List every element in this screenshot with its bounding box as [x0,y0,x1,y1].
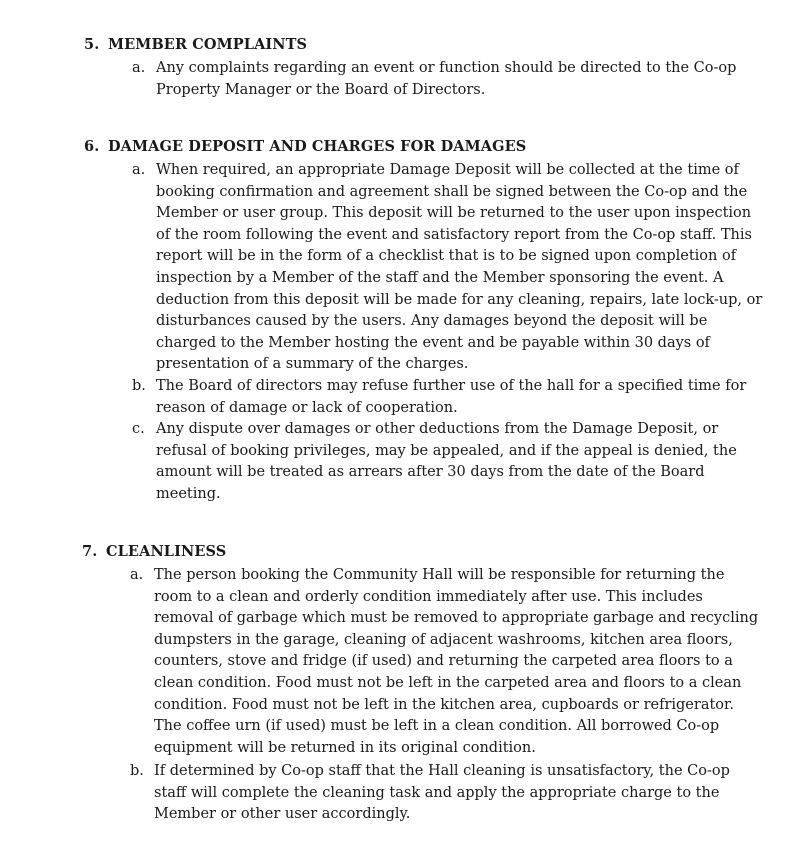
section-number: 5. [84,36,100,53]
item-marker: b. [130,763,144,779]
item-line: If determined by Co-op staff that the Hall cleaning is unsatisfactory, the Co-op [154,763,730,779]
item-line: removal of garbage which must be removed to appropriate garbage and recycling [154,610,759,627]
item-line: When required, an appropriate Damage Deposit will be collected at the time of [156,162,739,178]
item-line: The coffee urn (if used) must be left in a clean condition. All borrowed Co-op [154,718,720,735]
item-line: Any complaints regarding an event or function should be directed to the Co-op [156,60,737,76]
section-title: MEMBER COMPLAINTS [108,36,308,53]
list-item [132,160,763,376]
item-line: report will be in the form of a checklist that is to be signed upon completion of [156,248,737,265]
item-line: counters, stove and fridge (if used) and returning the carpeted area floors to a [154,653,733,670]
item-line: refusal of booking privileges, may be appealed, and if the appeal is denied, the [156,442,737,459]
item-line: Member or other user accordingly. [154,806,411,823]
item-line: amount will be treated as arrears after 30 days from the date of the Board [156,464,705,481]
item-marker: a. [130,567,144,583]
item-marker: c. [132,421,145,437]
item-line: reason of damage or lack of cooperation. [156,399,458,416]
item-line: charged to the Member hosting the event and be payable within 30 days of [156,334,710,351]
item-marker: a. [132,60,146,76]
item-line: staff will complete the cleaning task and apply the appropriate charge to the [154,784,720,801]
item-line: The Board of directors may refuse further use of the hall for a specified time for [156,378,747,394]
item-line: Any dispute over damages or other deductions from the Damage Deposit, or [156,421,719,437]
section-number: 6. [84,138,100,155]
item-line: presentation of a summary of the charges. [156,356,469,373]
item-marker: b. [132,378,146,394]
item-line: equipment will be returned in its original condition. [154,739,536,756]
item-line: dumpsters in the garage, cleaning of adjacent washrooms, kitchen area floors, [154,631,733,648]
list-item [132,376,747,419]
list-item [130,565,759,759]
section-title: DAMAGE DEPOSIT AND CHARGES FOR DAMAGES [108,138,527,155]
item-line: deduction from this deposit will be made for any cleaning, repairs, late lock-up, or [156,291,763,308]
item-line: Property Manager or the Board of Directors. [156,81,486,98]
section-number: 7. [82,543,98,560]
list-item [132,58,737,101]
section-heading-cleanliness [82,542,226,562]
item-line: clean condition. Food must not be left in the carpeted area and floors to a clean [154,674,742,691]
item-line: Member or user group. This deposit will be returned to the user upon inspection [156,205,752,222]
item-marker: a. [132,162,146,178]
section-title: CLEANLINESS [106,543,227,560]
item-line: condition. Food must not be left in the kitchen area, cupboards or refrigerator. [154,696,734,713]
item-line: room to a clean and orderly condition immediately after use. This includes [154,588,703,605]
item-line: disturbances caused by the users. Any damages beyond the deposit will be [156,313,708,330]
item-line: booking confirmation and agreement shall be signed between the Co-op and the [156,183,748,200]
item-line: The person booking the Community Hall will be responsible for returning the [154,567,725,583]
section-heading-damage-deposit [84,137,526,157]
item-line: inspection by a Member of the staff and the Member sponsoring the event. A [156,269,724,286]
list-item [132,419,737,505]
list-item [130,761,730,826]
section-heading-member-complaints [84,35,307,55]
item-line: meeting. [156,485,221,502]
item-line: of the room following the event and satisfactory report from the Co-op staff. This [156,226,752,243]
